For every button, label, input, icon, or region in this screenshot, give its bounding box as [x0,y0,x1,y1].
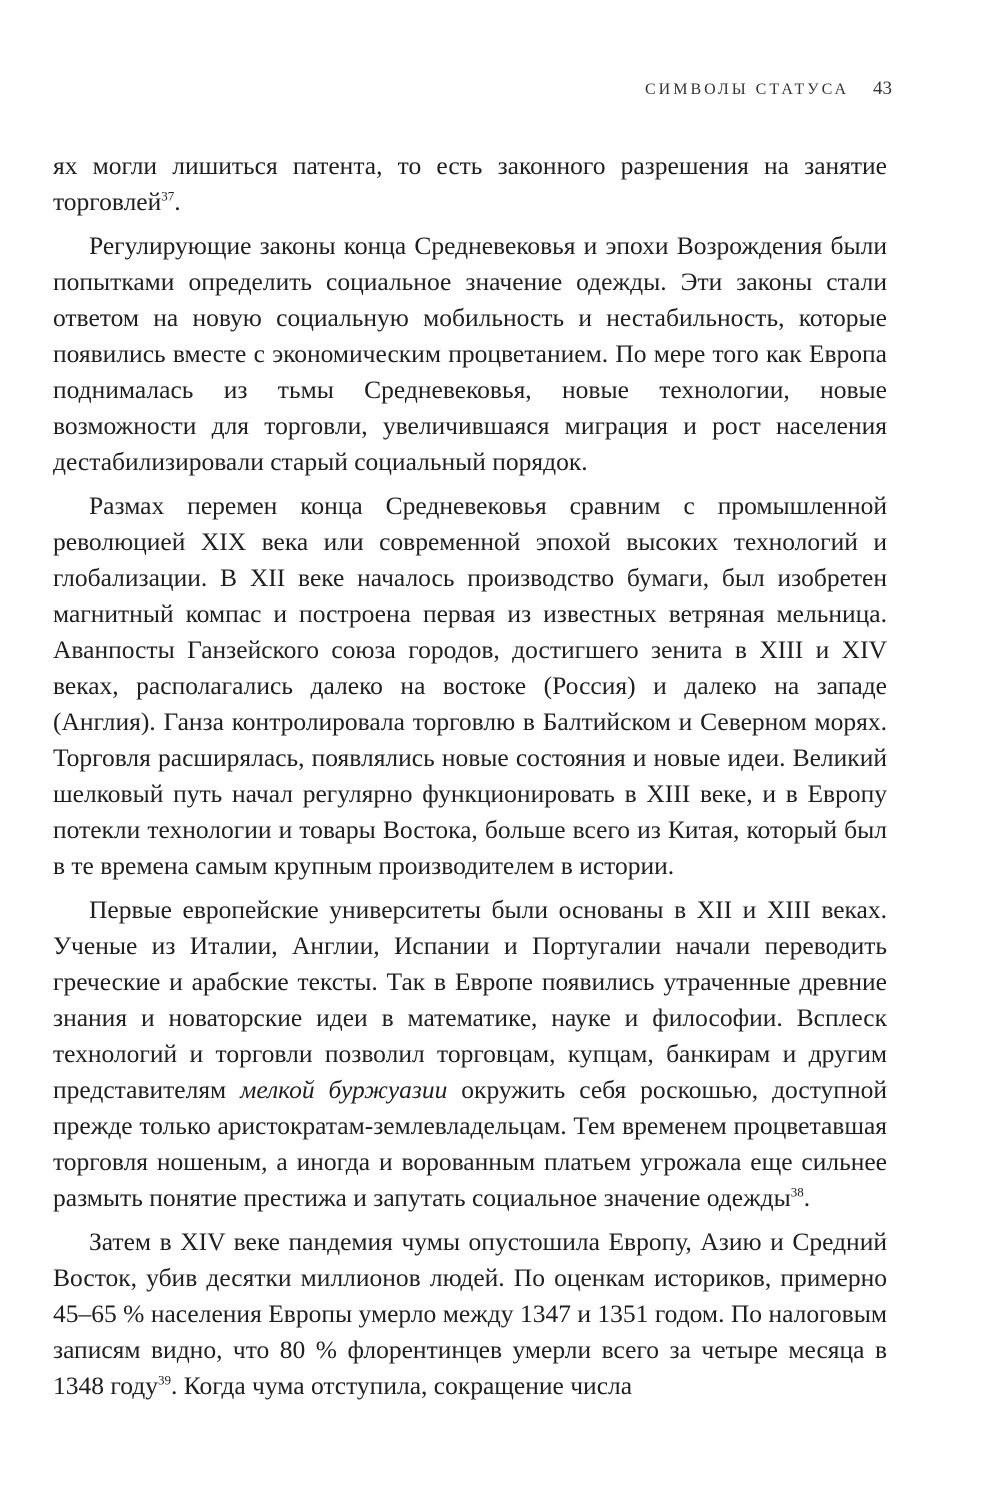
paragraph-4 [53,892,887,1216]
page-number: 43 [873,78,892,99]
paragraph-5-text: Затем в XIV веке пандемия чумы опустошила Европу, Азию и Средний Восток, убив десятки миллионов людей. По оценкам историков, примерно 45–65 % населения Европы умерло между 1347 и 1351 годом. По налоговым записям видно, что 80 % флорентинцев умерли всего за четыре месяца в 1348 году [53,1227,887,1400]
paragraph-1-end: . [174,187,181,216]
running-head [645,78,892,100]
paragraph-5-end: . Когда чума отступила, сокращение числа [170,1371,633,1400]
paragraph-4-continuation: окружить себя роскошью, доступной прежде только аристократам-землевладельцам. Тем временем процветавшая торговля ношеным, а иногда и ворованным платьем угрожала еще сильнее размыть понятие престижа и запутать социальное значение одежды [53,1075,887,1212]
paragraph-1 [53,148,887,220]
footnote-ref-38: 38 [790,1184,804,1200]
paragraph-1-text: ях могли лишиться патента, то есть законного разрешения на занятие торговлей [53,151,887,216]
paragraph-4-end: . [803,1183,811,1212]
paragraph-2: Регулирующие законы конца Средневековья и эпохи Возрождения были попытками определить социальное значение одежды. Эти законы стали ответом на новую социальную мобильность и нестабильность, которые появились вместе с экономическим процветанием. По мере того как Европа поднималась из тьмы Средневековья, новые технологии, новые возможности для торговли, увеличившаяся миграция и рост населения дестабилизировали старый социальный порядок. [53,231,887,476]
paragraph-3: Размах перемен конца Средневековья сравним с промышленной революцией XIX века или современной эпохой высоких технологий и глобализации. В XII веке началось производство бумаги, был изобретен магнитный компас и построена первая из известных ветряная мельница. Аванпосты Ганзейского союза городов, достигшего зенита в XIII и XIV веках, располагались далеко на востоке (Россия) и далеко на западе (Англия). Ганза контролировала торговлю в Балтийском и Северном морях. Торговля расширялась, появлялись новые состояния и новые идеи. Великий шелковый путь начал регулярно функционировать в XIII веке, и в Европу потекли технологии и товары Востока, больше всего из Китая, который был в те времена самым крупным производителем в истории. [53,491,887,880]
footnote-ref-37: 37 [161,188,175,204]
paragraph-4-text: Первые европейские университеты были основаны в XII и XIII веках. Ученые из Италии, Англии, Испании и Португалии начали переводить греческие и арабские тексты. Так в Европе появились утраченные древние знания и новаторские идеи в математике, науке и философии. Всплеск технологий и торговли позволил торговцам, купцам, банкирам и другим представителям [53,895,887,1104]
footnote-ref-39: 39 [157,1372,171,1388]
emphasis-petty-bourgeoisie: мелкой буржуазии [240,1075,448,1104]
paragraph-5 [53,1224,887,1404]
body-text [53,148,887,1404]
section-title: СИМВОЛЫ СТАТУСА [644,81,849,98]
